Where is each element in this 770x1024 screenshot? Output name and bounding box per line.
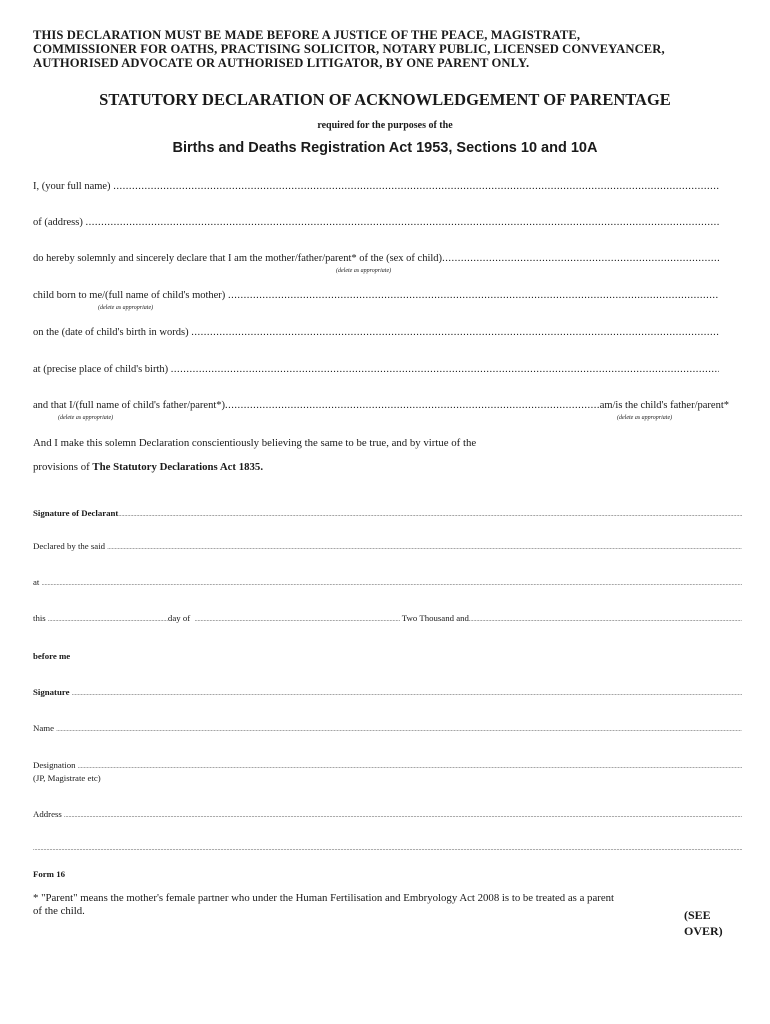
before-me-label: before me: [33, 651, 71, 661]
two-thousand-label: Two Thousand and: [401, 613, 469, 623]
footnote-line-2: of the child.: [33, 905, 85, 917]
solemn-line-2: [33, 461, 263, 473]
see-over-note: (SEE OVER): [684, 908, 723, 938]
day-of-label: day of: [167, 613, 191, 623]
at-label: at: [33, 577, 40, 587]
witness-address-field[interactable]: [33, 809, 742, 819]
father-name-field[interactable]: [33, 400, 729, 411]
mother-note: (delete as appropriate): [98, 305, 154, 311]
solemn-prefix: provisions of: [33, 461, 90, 473]
witness-signature-label: Signature: [33, 687, 70, 697]
full-name-field[interactable]: [33, 181, 719, 192]
declare-note: (delete as appropriate): [336, 268, 392, 274]
warning-line-1: THIS DECLARATION MUST BE MADE BEFORE A JUSTICE OF THE PEACE, MAGISTRATE,: [33, 28, 581, 42]
form-title: STATUTORY DECLARATION OF ACKNOWLEDGEMENT OF PARENTAGE: [99, 90, 671, 109]
witness-address-line-2[interactable]: [33, 846, 742, 852]
declarant-signature-label: Signature of Declarant: [33, 508, 119, 518]
birth-place-label: at (precise place of child's birth): [33, 364, 169, 375]
designation-field[interactable]: [33, 760, 742, 770]
form-subtitle: required for the purposes of the: [317, 120, 453, 131]
solemn-act: The Statutory Declarations Act 1835.: [92, 461, 264, 473]
declare-text: do hereby solemnly and sincerely declare that I am the mother/father/parent* of the (sex of child): [33, 253, 443, 264]
birth-date-label: on the (date of child's birth in words): [33, 327, 189, 338]
birth-date-field[interactable]: [33, 327, 719, 338]
birth-place-field[interactable]: [33, 364, 719, 375]
mother-name-field[interactable]: [33, 290, 719, 301]
footnote-line-1: * "Parent" means the mother's female partner who under the Human Fertilisation and Embryology Act 2008 is to be treated as a parent: [33, 892, 615, 904]
warning-line-2: COMMISSIONER FOR OATHS, PRACTISING SOLICITOR, NOTARY PUBLIC, LICENSED CONVEYANCER,: [33, 42, 665, 56]
warning-line-3: AUTHORISED ADVOCATE OR AUTHORISED LITIGATOR, BY ONE PARENT ONLY.: [33, 56, 530, 70]
address-label: of (address): [33, 217, 83, 228]
sex-of-child-field[interactable]: [33, 253, 719, 264]
father-suffix: am/is the child's father/parent*: [599, 400, 729, 411]
declared-by-label: Declared by the said: [33, 541, 106, 551]
at-field[interactable]: [33, 577, 742, 587]
father-note-left: (delete as appropriate): [58, 415, 114, 421]
address-field[interactable]: [33, 217, 719, 228]
solemn-line-1: And I make this solemn Declaration conscientiously believing the same to be true, and by virtue of the: [33, 437, 477, 449]
declared-by-field[interactable]: [33, 541, 742, 551]
mother-label: child born to me/(full name of child's mother): [33, 290, 226, 301]
warning-notice: [33, 28, 665, 70]
father-note-right: (delete as appropriate): [617, 415, 673, 421]
declarant-signature-field[interactable]: [33, 508, 742, 518]
full-name-label: I, (your full name): [33, 181, 111, 192]
witness-signature-field[interactable]: [33, 687, 742, 697]
date-field[interactable]: [33, 613, 742, 623]
act-reference: Births and Deaths Registration Act 1953, Sections 10 and 10A: [172, 140, 598, 156]
designation-label: Designation: [33, 760, 76, 770]
this-label: this: [33, 613, 46, 623]
form-number: Form 16: [33, 869, 66, 879]
witness-address-label: Address: [33, 809, 62, 819]
witness-name-label: Name: [33, 723, 55, 733]
designation-note: (JP, Magistrate etc): [33, 773, 101, 783]
witness-name-field[interactable]: [33, 723, 742, 733]
father-label: and that I/(full name of child's father/parent*): [33, 400, 225, 411]
